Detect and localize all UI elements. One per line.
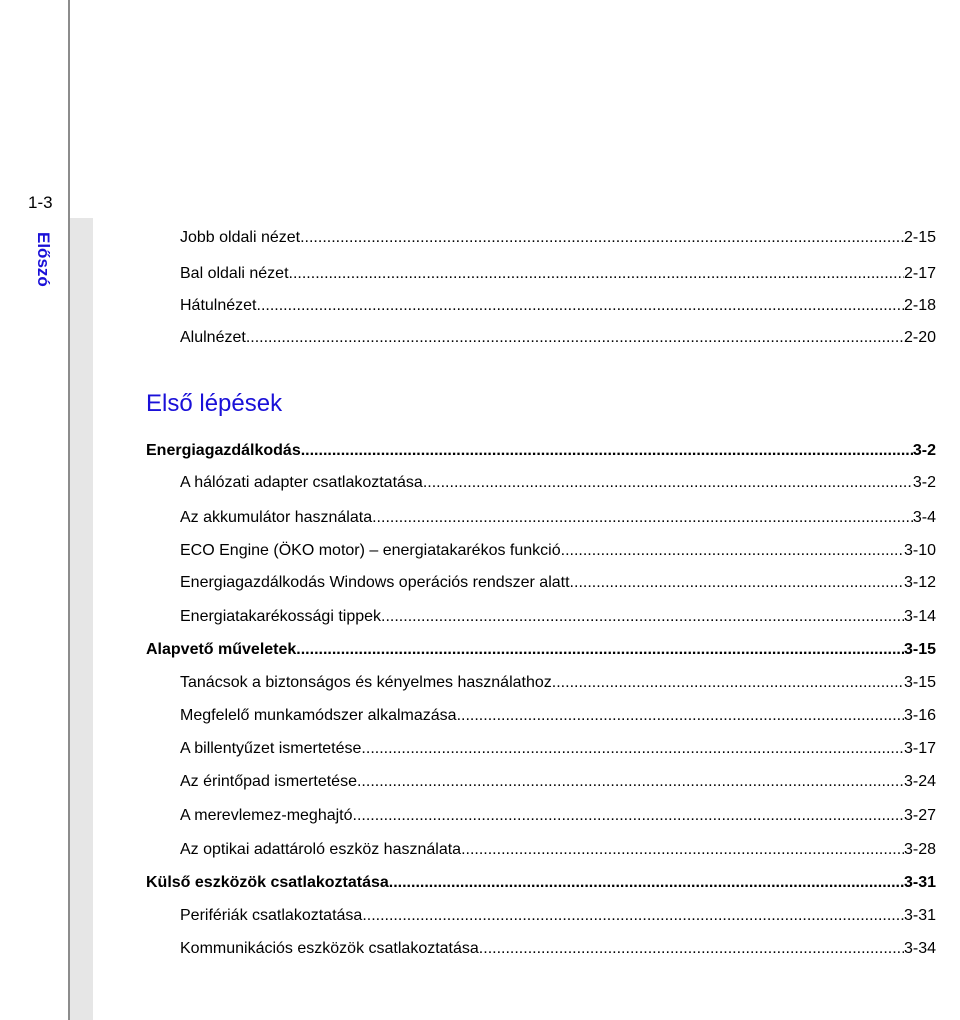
toc-entry-title: Külső eszközök csatlakoztatása [146,874,389,891]
toc-entry-title: Kommunikációs eszközök csatlakoztatása [180,940,479,957]
toc-leader [389,871,904,895]
toc-leader [296,638,904,662]
toc-entry[interactable] [180,539,936,563]
toc-leader [461,838,904,862]
toc-entry[interactable] [180,770,936,794]
toc-leader [423,471,913,495]
toc-entry-title: Energiagazdálkodás Windows operációs rendszer alatt [180,574,570,591]
toc-leader [479,937,904,961]
side-chapter-title: Előszó [34,232,53,287]
toc-entry[interactable] [180,904,936,928]
toc-entry[interactable] [180,326,936,350]
toc-entry-page: 2-18 [903,297,936,314]
toc-entry-page: 3-31 [903,907,936,924]
toc-entry[interactable] [180,704,936,728]
toc-entry-title: Bal oldali nézet [180,265,289,282]
toc-leader [357,770,904,794]
toc-entry-title: Jobb oldali nézet [180,229,301,246]
toc-entry[interactable] [180,671,936,695]
toc-entry-main[interactable] [146,439,936,463]
toc-entry-main[interactable] [146,871,936,895]
toc-entry[interactable] [180,294,936,318]
toc-entry-main[interactable] [146,638,936,662]
toc-entry-page: 3-34 [903,940,936,957]
toc-entry[interactable] [180,737,936,761]
toc-entry-page: 3-24 [903,773,936,790]
toc-entry-title: A merevlemez-meghajtó [180,807,353,824]
toc-entry-title: Energiatakarékossági tippek [180,608,382,625]
toc-entry-page: 3-14 [903,608,936,625]
toc-entry[interactable] [180,262,936,286]
toc-entry-title: Az optikai adattároló eszköz használata [180,841,462,858]
toc-entry-page: 3-15 [903,674,936,691]
toc-entry-title: A hálózati adapter csatlakoztatása [180,474,423,491]
toc-leader [561,539,904,563]
toc-entry-page: 3-16 [903,707,936,724]
toc-entry-title: Energiagazdálkodás [146,442,301,459]
toc-leader [257,294,904,318]
toc-entry-title: Alapvető műveletek [146,641,297,658]
toc-leader [570,571,904,595]
toc-entry-title: Hátulnézet [180,297,257,314]
toc-entry-page: 3-28 [903,841,936,858]
toc-leader [361,737,904,761]
toc-entry-page: 3-2 [912,474,936,491]
toc-leader [457,704,904,728]
toc-entry-title: ECO Engine (ÖKO motor) – energiatakarékos funkció [180,542,561,559]
toc-leader [362,904,904,928]
toc-entry-page: 3-4 [912,509,936,526]
page-number: 1-3 [28,193,53,212]
toc-entry-page: 2-17 [903,265,936,282]
toc-entry-page: 3-2 [912,442,936,459]
toc-leader [301,439,913,463]
toc-entry-page: 3-12 [903,574,936,591]
toc-leader [381,605,904,629]
toc-leader [552,671,904,695]
toc-entry[interactable] [180,605,936,629]
toc-entry-title: Alulnézet [180,329,246,346]
toc-entry-title: Az akkumulátor használata [180,509,373,526]
toc-entry[interactable] [180,571,936,595]
toc-entry-page: 2-15 [903,229,936,246]
toc-entry[interactable] [180,506,936,530]
toc-entry[interactable] [180,804,936,828]
toc-entry-page: 3-31 [903,874,936,891]
toc-entry-page: 3-17 [903,740,936,757]
toc-leader [300,226,904,250]
toc-entry[interactable] [180,226,936,250]
toc-entry[interactable] [180,838,936,862]
toc-entry-title: Perifériák csatlakoztatása [180,907,363,924]
toc-entry-title: Az érintőpad ismertetése [180,773,357,790]
toc-entry-page: 3-10 [903,542,936,559]
toc-entry-title: Megfelelő munkamódszer alkalmazása [180,707,457,724]
toc-leader [289,262,904,286]
toc-entry-page: 3-27 [903,807,936,824]
toc-entry-title: Tanácsok a biztonságos és kényelmes használathoz [180,674,552,691]
toc-leader [246,326,904,350]
toc-entry[interactable] [180,471,936,495]
section-heading: Első lépések [146,390,283,417]
toc-leader [353,804,904,828]
toc-entry[interactable] [180,937,936,961]
toc-entry-page: 2-20 [903,329,936,346]
toc-leader [372,506,913,530]
toc-entry-page: 3-15 [903,641,936,658]
toc-entry-title: A billentyűzet ismertetése [180,740,362,757]
